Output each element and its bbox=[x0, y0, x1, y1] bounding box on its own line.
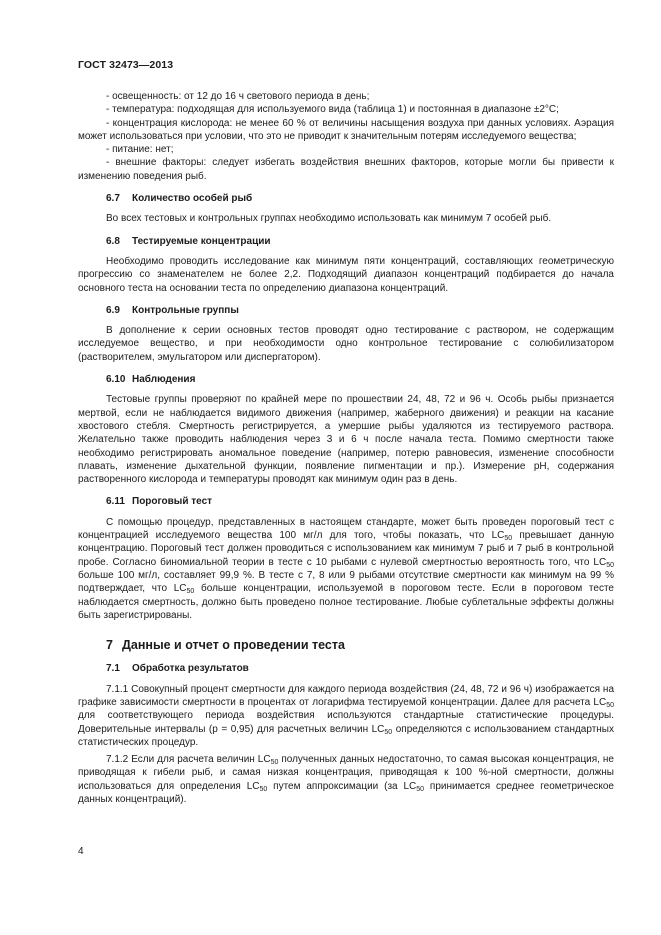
document-body bbox=[78, 90, 614, 806]
paragraph-7-1-1: 7.1.1 Совокупный процент смертности для каждого периода воздействия (24, 48, 72 и 96 ч) изображается на графике зависимости смертности в процентах от логарифма тестируемой концентрации. Далее для расчета $LC_{50}$ для соответствующего периода воздействия используются стандартные статистические процедуры. Доверительные интервалы (p = 0,95) для расчетных величин $LC_{50}$ определяются с использованием стандартных статистических процедур. bbox=[78, 683, 614, 748]
section-6-9-heading: 6.9 Контрольные группы bbox=[106, 304, 239, 316]
standard-header: ГОСТ 32473—2013 bbox=[78, 59, 174, 71]
section-6-11-text: С помощью процедур, представленных в настоящем стандарте, может быть проведен пороговый тест с концентрацией исследуемого вещества 100 мг/л для того, чтобы показать, что $LC_{50}$ превышает данную концентрацию. Пороговый тест должен проводиться с использованием как минимум 7 рыб и 7 рыб в контрольной пробе. Согласно биномиальной теории в тесте с 10 рыбами с нулевой смертностью вероятность того, что $LC_{50}$ больше 100 мг/л, составляет 99,9 %. В тесте с 7, 8 или 9 рыбами отсутствие смертности как минимум на 99 % подтверждает, что $LC_{50}$ больше концентрации, используемой в пороговом тесте. Если в пороговом тесте наблюдается смертность, должно быть проведено полное тестирование. Любые сублетальные эффекты должны быть зарегистрированы. bbox=[78, 516, 614, 621]
section-7-heading: 7 Данные и отчет о проведении теста bbox=[106, 638, 345, 653]
condition-temperature: - температура: подходящая для используемого вида (таблица 1) и постоянная в диапазоне ±2°C; bbox=[106, 104, 559, 116]
section-6-11-heading: 6.11 Пороговый тест bbox=[106, 496, 213, 508]
section-6-9-text: В дополнение к серии основных тестов проводят одно тестирование с раствором, не содержащим исследуемое вещество, и при необходимости одно контрольное тестирование с солюбилизатором (растворителем, эмульгатором или диспергатором). bbox=[78, 325, 614, 363]
section-6-7-text: Во всех тестовых и контрольных группах необходимо использовать как минимум 7 особей рыб. bbox=[106, 213, 552, 225]
condition-feeding: - питание: нет; bbox=[106, 144, 174, 156]
page-number: 4 bbox=[78, 846, 84, 857]
section-6-10-text: Тестовые группы проверяют по крайней мере по прошествии 24, 48, 72 и 96 ч. Особь рыбы признается мертвой, если не наблюдается видимого движения (например, жаберного движения) и реакции на касание хвостового стебля. Смертность регистрируется, а умершие рыбы удаляются из тестируемого раствора. Желательно также проводить наблюдения через 3 и 6 ч после начала теста. Помимо смертности также необходимо регистрировать аномальное поведение (например, потерю равновесия, изменение способности плавать, изменение дыхательной функции, появление пигментации и пр.). Измерение pH, содержания растворенного кислорода и температуры проводят как минимум один раз в день. bbox=[78, 394, 614, 486]
section-7-1-heading: 7.1 Обработка результатов bbox=[106, 663, 249, 675]
section-6-8-text: Необходимо проводить исследование как минимум пяти концентраций, составляющих геометрическую прогрессию со знаменателем не более 2,2. Подходящий диапазон концентраций подбирается до начала основного теста на основании теста по определению диапазона концентраций. bbox=[78, 255, 614, 294]
condition-light: - освещенность: от 12 до 16 ч светового периода в день; bbox=[106, 91, 370, 102]
section-6-7-heading: 6.7 Количество особей рыб bbox=[106, 193, 253, 205]
section-6-10-heading: 6.10 Наблюдения bbox=[106, 374, 196, 386]
paragraph-7-1-2: 7.1.2 Если для расчета величин $LC_{50}$ полученных данных недостаточно, то самая высокая концентрация, не приводящая к гибели рыб, и самая низкая концентрация, приводящая к 100 %-ной смертности, должны использоваться для определения $LC_{50}$ путем аппроксимации (за $LC_{50}$ принимается среднее геометрическое данных концентраций). bbox=[78, 754, 614, 806]
section-6-8-heading: 6.8 Тестируемые концентрации bbox=[106, 235, 271, 247]
condition-external: - внешние факторы: следует избегать воздействия внешних факторов, которые могли бы привести к изменению поведения рыб. bbox=[78, 157, 614, 182]
condition-oxygen: - концентрация кислорода: не менее 60 % от величины насыщения воздуха при данных условиях. Аэрация может использоваться при условии, что это не приводит к значительным потерям исследуемого вещества; bbox=[78, 117, 614, 142]
